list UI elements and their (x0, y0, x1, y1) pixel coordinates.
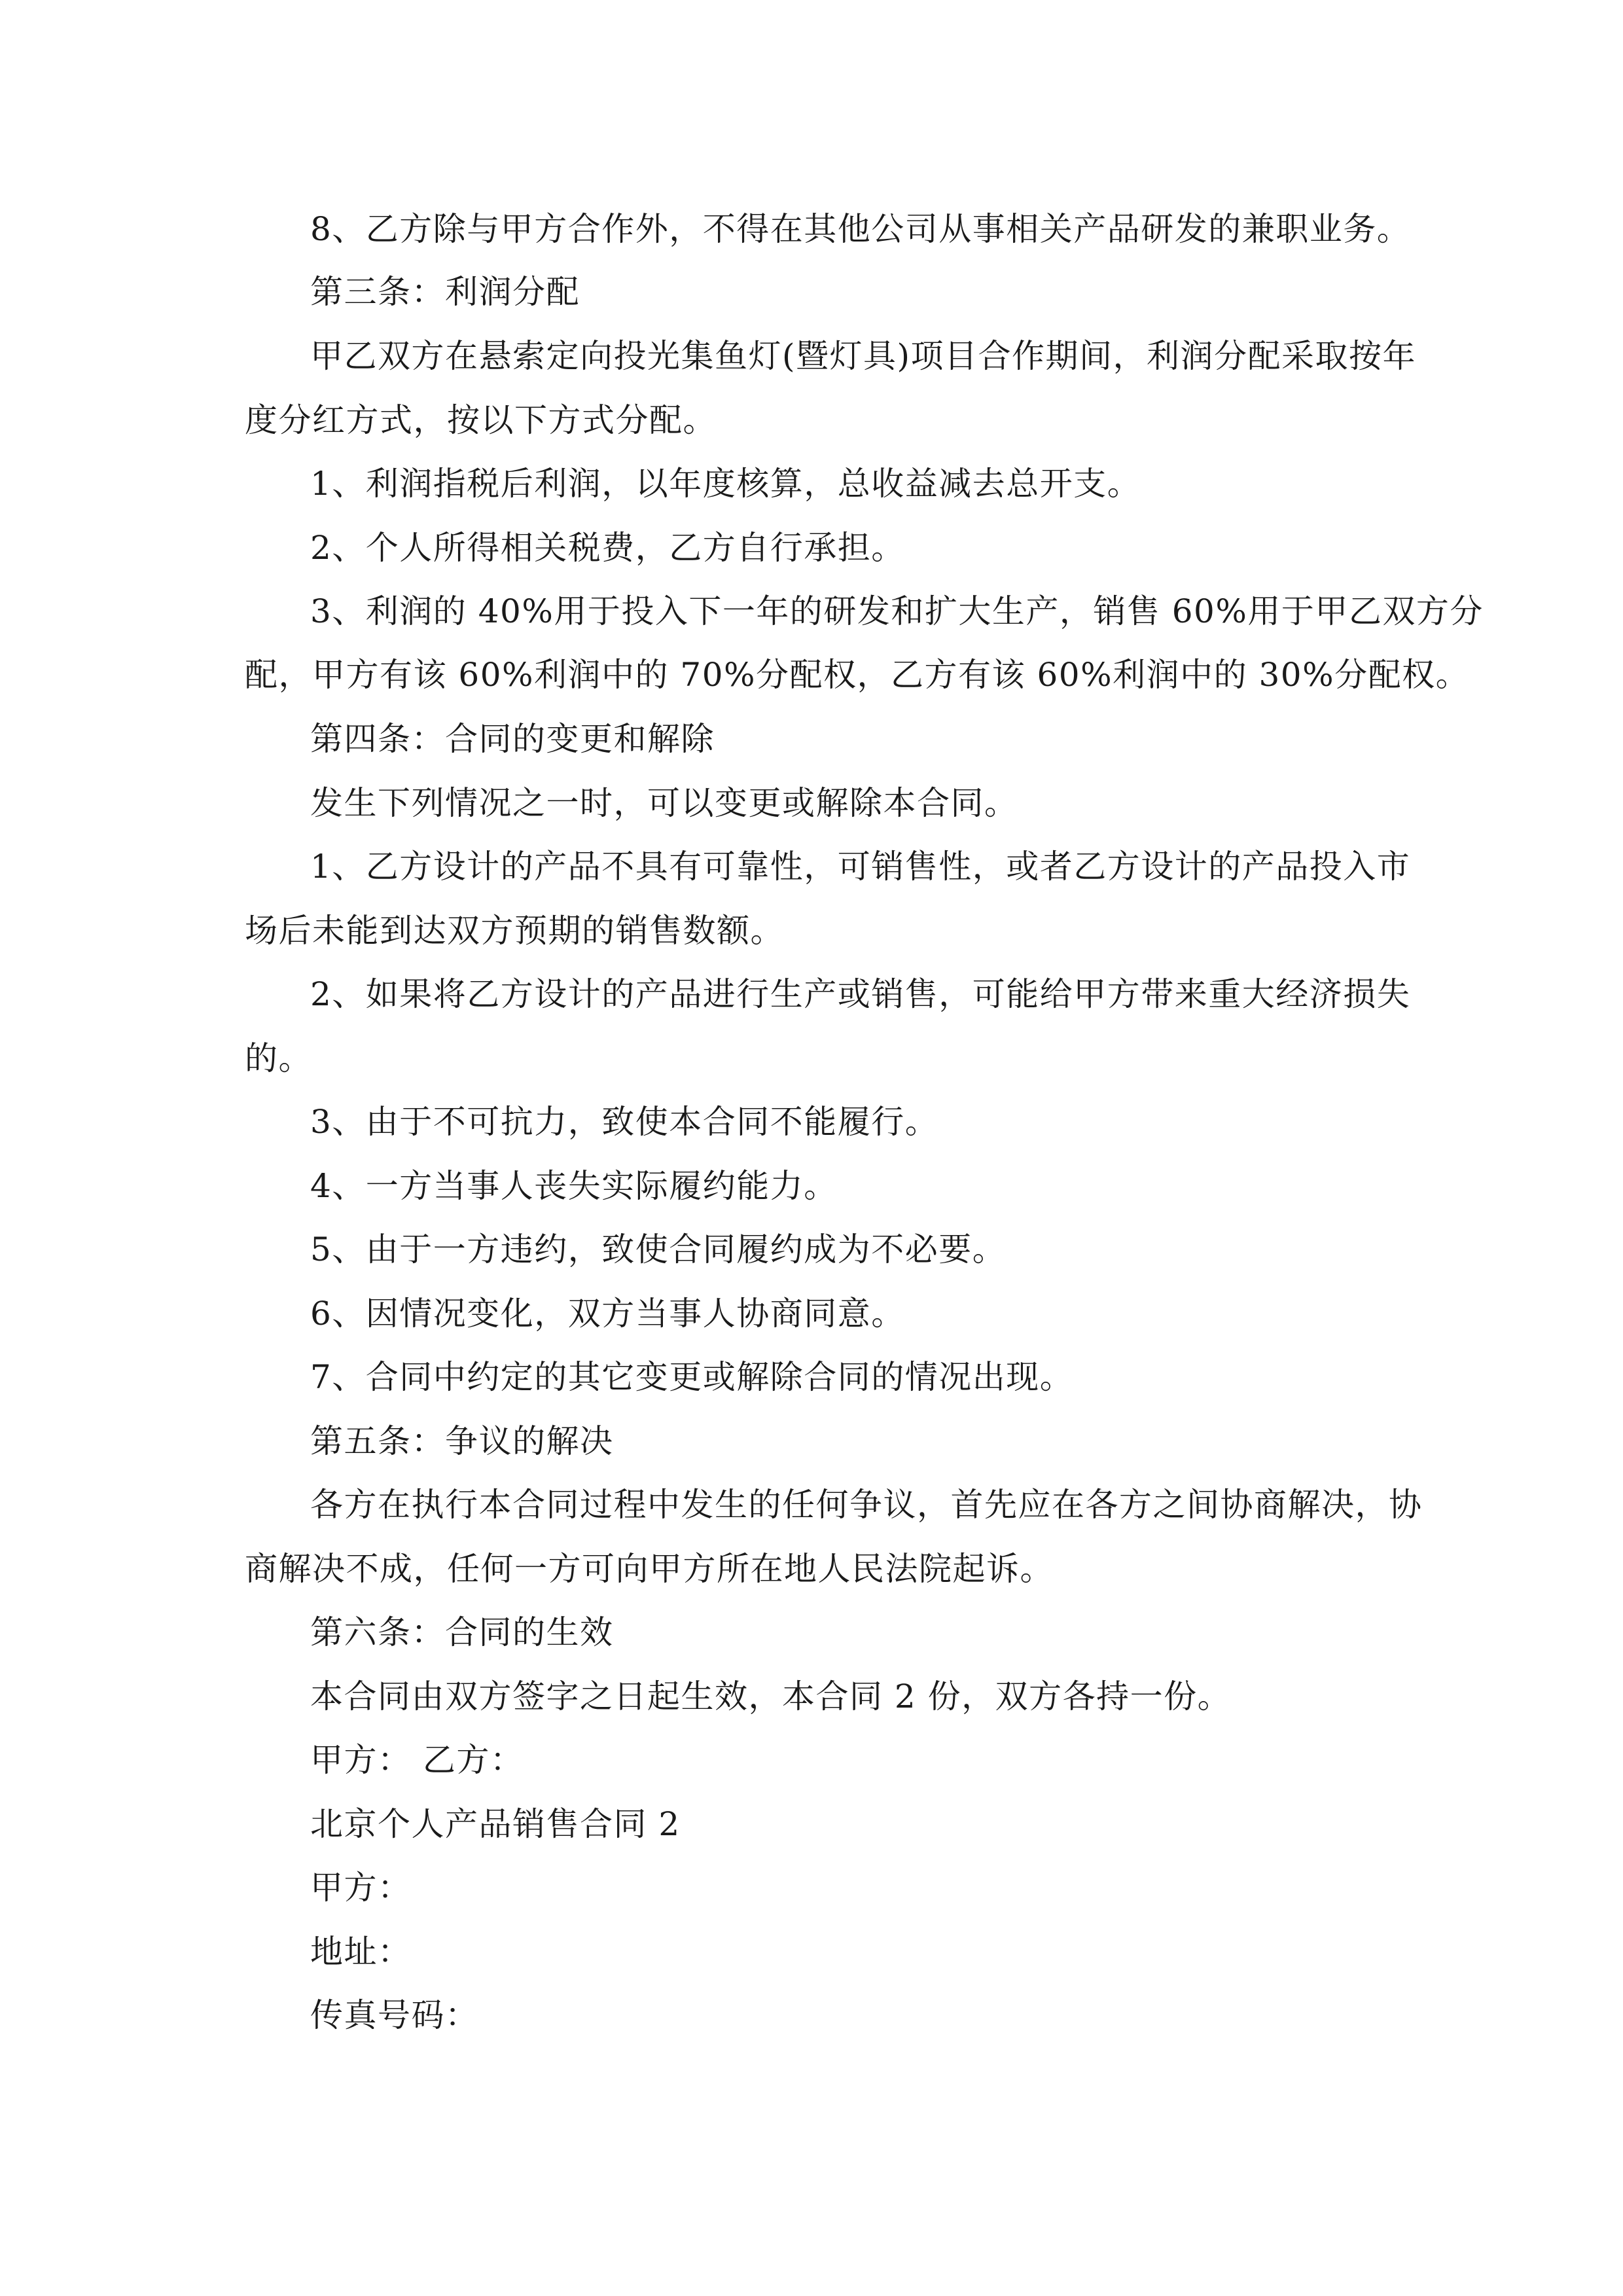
party-a-label: 甲方： (310, 1869, 412, 1907)
article-3-heading: 第三条：利润分配 (310, 273, 580, 311)
clause-8-line-1: 8、乙方除与甲方合作外，不得在其他公司从事相关产品研发的兼职业务。 (310, 210, 1411, 248)
article-4-item-5: 5、由于一方违约，致使合同履约成为不必要。 (310, 1230, 1007, 1268)
contract-2-title: 北京个人产品销售合同 2 (310, 1805, 681, 1843)
article-4-item-1-line-1: 1、乙方设计的产品不具有可靠性，可销售性，或者乙方设计的产品投入市 (310, 848, 1411, 886)
article-4-item-2-line-1: 2、如果将乙方设计的产品进行生产或销售，可能给甲方带来重大经济损失 (310, 975, 1411, 1013)
article-5-heading: 第五条：争议的解决 (310, 1422, 614, 1460)
article-4-item-7: 7、合同中约定的其它变更或解除合同的情况出现。 (310, 1358, 1074, 1396)
article-6-heading: 第六条：合同的生效 (310, 1613, 614, 1651)
article-3-item-3-line-2: 配，甲方有该 60%利润中的 70%分配权，乙方有该 60%利润中的 30%分配权。 (245, 656, 1470, 694)
article-4-item-4: 4、一方当事人丧失实际履约能力。 (310, 1167, 838, 1205)
address-label: 地址： (310, 1933, 412, 1971)
article-3-intro-line-1: 甲乙双方在悬索定向投光集鱼灯(暨灯具)项目合作期间，利润分配采取按年 (310, 337, 1417, 375)
article-4-intro: 发生下列情况之一时，可以变更或解除本合同。 (310, 784, 1018, 822)
article-4-heading: 第四条：合同的变更和解除 (310, 720, 715, 758)
fax-number-label: 传真号码： (310, 1996, 479, 2034)
article-6-body: 本合同由双方签字之日起生效，本合同 2 份，双方各持一份。 (310, 1677, 1232, 1715)
article-3-item-2: 2、个人所得相关税费，乙方自行承担。 (310, 529, 905, 567)
article-4-item-2-line-2: 的。 (245, 1039, 312, 1077)
article-3-intro-line-2: 度分红方式，按以下方式分配。 (245, 401, 717, 439)
article-4-item-6: 6、因情况变化，双方当事人协商同意。 (310, 1295, 905, 1333)
article-5-body-line-1: 各方在执行本合同过程中发生的任何争议，首先应在各方之间协商解决，协 (310, 1486, 1423, 1524)
article-3-item-1: 1、利润指税后利润，以年度核算，总收益减去总开支。 (310, 465, 1141, 503)
article-5-body-line-2: 商解决不成，任何一方可向甲方所在地人民法院起诉。 (245, 1550, 1054, 1588)
article-3-item-3-line-1: 3、利润的 40%用于投入下一年的研发和扩大生产，销售 60%用于甲乙双方分 (310, 592, 1484, 630)
article-4-item-3: 3、由于不可抗力，致使本合同不能履行。 (310, 1103, 939, 1141)
article-4-item-1-line-2: 场后未能到达双方预期的销售数额。 (245, 912, 784, 950)
signature-parties-line: 甲方： 乙方： (310, 1741, 524, 1779)
